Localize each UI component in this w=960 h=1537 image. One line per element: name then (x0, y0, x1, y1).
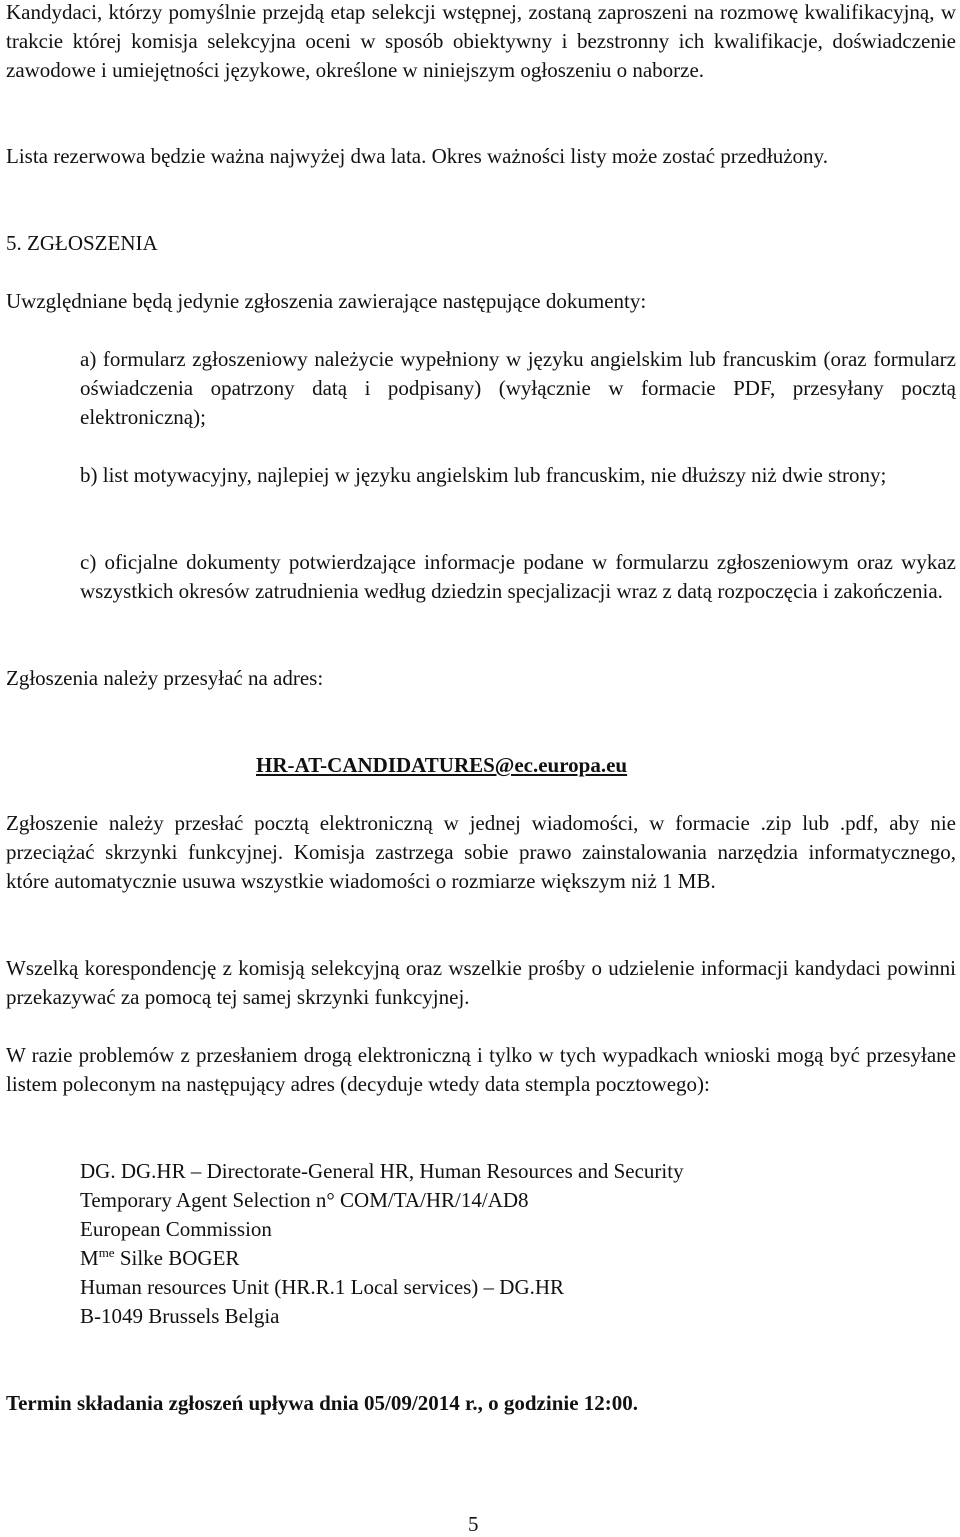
page-number: 5 (468, 1512, 479, 1536)
address-line-4 (80, 1244, 684, 1273)
document-item-c: c) oficjalne dokumenty potwierdzające informacje podane w formularzu zgłoszeniowym oraz wykaz wszystkich okresów zatrudnienia według dziedzin specjalizacji wraz z datą rozpoczęcia i zakończenia. (80, 550, 956, 603)
postal-paragraph: W razie problemów z przesłaniem drogą elektroniczną i tylko w tych wypadkach wnioski mogą być przesyłane listem poleconym na następujący adres (decyduje wtedy data stempla pocztowego): (6, 1043, 956, 1096)
address-title: M (80, 1246, 99, 1270)
intro-paragraph: Kandydaci, którzy pomyślnie przejdą etap selekcji wstępnej, zostaną zaproszeni na rozmowę kwalifikacyjną, w trakcie której komisja selekcyjna oceni w sposób obiektywny i bezstronny ich kwalifikacje, doświadczenie zawodowe i umiejętności językowe, określone w niniejszym ogłoszeniu o naborze. (6, 0, 956, 82)
deadline-text: Termin składania zgłoszeń upływa dnia 05/09/2014 r., o godzinie 12:00. (6, 1391, 639, 1415)
email-address-link[interactable]: HR-AT-CANDIDATURES@ec.europa.eu (256, 753, 628, 777)
zip-format-paragraph: Zgłoszenie należy przesłać pocztą elektroniczną w jednej wiadomości, w formacie .zip lub .pdf, aby nie przeciążać skrzynki funkcyjnej. Komisja zastrzega sobie prawo zainstalowania narzędzia informatycznego, które automatycznie usuwa wszystkie wiadomości o rozmiarze większym niż 1 MB. (6, 811, 956, 893)
document-item-b: b) list motywacyjny, najlepiej w języku angielskim lub francuskim, nie dłuższy niż dwie strony; (80, 463, 887, 487)
document-item-a: a) formularz zgłoszeniowy należycie wypełniony w języku angielskim lub francuskim (oraz formularz oświadczenia opatrzony datą i podpisany) (wyłącznie w formacie PDF, przesyłany pocztą elektroniczną); (80, 347, 956, 429)
reserve-list-paragraph: Lista rezerwowa będzie ważna najwyżej dwa lata. Okres ważności listy może zostać przedłużony. (6, 144, 828, 168)
correspondence-paragraph: Wszelką korespondencję z komisją selekcyjną oraz wszelkie prośby o udzielenie informacji kandydaci powinni przekazywać za pomocą tej samej skrzynki funkcyjnej. (6, 956, 956, 1009)
send-to-label: Zgłoszenia należy przesyłać na adres: (6, 666, 324, 690)
address-line-5: Human resources Unit (HR.R.1 Local services) – DG.HR (80, 1275, 565, 1299)
postal-address (80, 1157, 684, 1331)
address-line-1: DG. DG.HR – Directorate-General HR, Human Resources and Security (80, 1159, 684, 1183)
address-line-6: B-1049 Brussels Belgia (80, 1304, 280, 1328)
section-heading: 5. ZGŁOSZENIA (6, 231, 158, 255)
address-line-2: Temporary Agent Selection n° COM/TA/HR/14/AD8 (80, 1188, 529, 1212)
address-line-3: European Commission (80, 1217, 272, 1241)
lead-paragraph: Uwzględniane będą jedynie zgłoszenia zawierające następujące dokumenty: (6, 289, 647, 313)
address-name: Silke BOGER (114, 1246, 240, 1270)
address-title-superscript: me (98, 1245, 115, 1260)
